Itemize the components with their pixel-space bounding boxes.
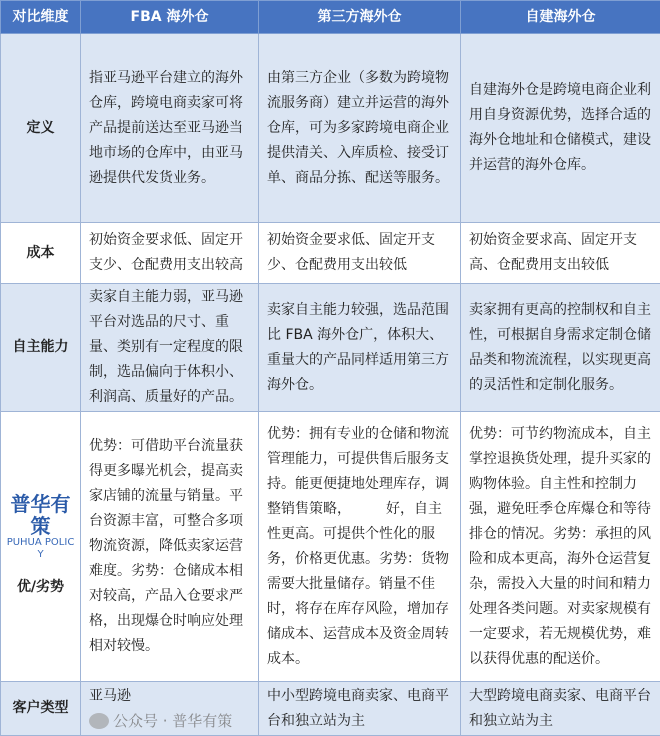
row-label: 定义 bbox=[1, 34, 81, 223]
header-dimension: 对比维度 bbox=[1, 1, 81, 34]
cell-self-built: 优势：可节约物流成本，自主掌控退换货处理，提升买家的购物体验。自主性和控制力强，避免旺季仓库爆仓和等待排仓的情况。劣势：承担的风险和成本更高，海外仓运营复杂，需投入大量的时间和精力处理各类问题。对卖家规模有一定要求，若无规模优势，难以获得优惠的配送价。 bbox=[461, 412, 660, 682]
cell-fba: 卖家自主能力弱，亚马逊平台对选品的尺寸、重量、类别有一定程度的限制，选品偏向于体积小、利润高、质量好的产品。 bbox=[81, 284, 259, 412]
cell-self-built: 自建海外仓是跨境电商企业利用自身资源优势，选择合适的海外仓地址和仓储模式，建设并运营的海外仓库。 bbox=[461, 34, 660, 223]
row-label-cell bbox=[1, 412, 81, 682]
table-row-customer-type bbox=[1, 682, 660, 736]
cell-fba: 初始资金要求低、固定开支少、仓配费用支出较高 bbox=[81, 223, 259, 284]
table-row-autonomy bbox=[1, 284, 660, 412]
brand-watermark bbox=[5, 493, 76, 561]
cell-fba: 指亚马逊平台建立的海外仓库，跨境电商卖家可将产品提前送达至亚马逊当地市场的仓库中，由亚马逊提供代发货业务。 bbox=[81, 34, 259, 223]
watermark-cn: 普华有策 bbox=[5, 493, 76, 537]
table-row-definition bbox=[1, 34, 660, 223]
cell-third-party: 由第三方企业（多数为跨境物流服务商）建立并运营的海外仓库，可为多家跨境电商企业提供清关、入库质检、接受订单、商品分拣、配送等服务。 bbox=[259, 34, 461, 223]
header-third-party: 第三方海外仓 bbox=[259, 1, 461, 34]
cell-third-party: 卖家自主能力较强，选品范围比 FBA 海外仓广，体积大、重量大的产品同样适用第三方海外仓。 bbox=[259, 284, 461, 412]
header-self-built: 自建海外仓 bbox=[461, 1, 660, 34]
cell-self-built: 初始资金要求高、固定开支高、仓配费用支出较低 bbox=[461, 223, 660, 284]
table-row-cost bbox=[1, 223, 660, 284]
cell-third-party: 优势：拥有专业的仓储和物流管理能力，可提供售后服务支持。能更便捷地处理库存，调整销售策略， 好，自主性更高。可提供个性化的服务，价格更优惠。劣势：货物需要大批量储存。销量不佳时，将存在库存风险，增加存储成本、运营成本及资金周转成本。 bbox=[259, 412, 461, 682]
account-watermark bbox=[89, 709, 250, 734]
cell-self-built: 大型跨境电商卖家、电商平台和独立站为主 bbox=[461, 682, 660, 736]
row-label: 客户类型 bbox=[1, 682, 81, 736]
cell-fba-container bbox=[81, 682, 259, 736]
cell-fba: 亚马逊 bbox=[89, 684, 250, 709]
row-label: 自主能力 bbox=[1, 284, 81, 412]
header-row bbox=[1, 1, 660, 34]
header-fba: FBA 海外仓 bbox=[81, 1, 259, 34]
cell-third-party: 中小型跨境电商卖家、电商平台和独立站为主 bbox=[259, 682, 461, 736]
table-row-pros-cons bbox=[1, 412, 660, 682]
wechat-icon bbox=[89, 713, 109, 729]
row-label: 成本 bbox=[1, 223, 81, 284]
account-watermark-text: 公众号 · 普华有策 bbox=[113, 709, 232, 734]
cell-third-party: 初始资金要求低、固定开支少、仓配费用支出较低 bbox=[259, 223, 461, 284]
row-label: 优/劣势 bbox=[5, 575, 76, 600]
cell-self-built: 卖家拥有更高的控制权和自主性，可根据自身需求定制仓储品类和物流流程，以实现更高的灵活性和定制化服务。 bbox=[461, 284, 660, 412]
watermark-en: PUHUA POLICY bbox=[5, 537, 76, 561]
cell-fba: 优势：可借助平台流量获得更多曝光机会，提高卖家店铺的流量与销量。平台资源丰富，可整合多项物流资源，降低卖家运营难度。劣势：仓储成本相对较高，产品入仓要求严格，出现爆仓时响应处理相对较慢。 bbox=[81, 412, 259, 682]
